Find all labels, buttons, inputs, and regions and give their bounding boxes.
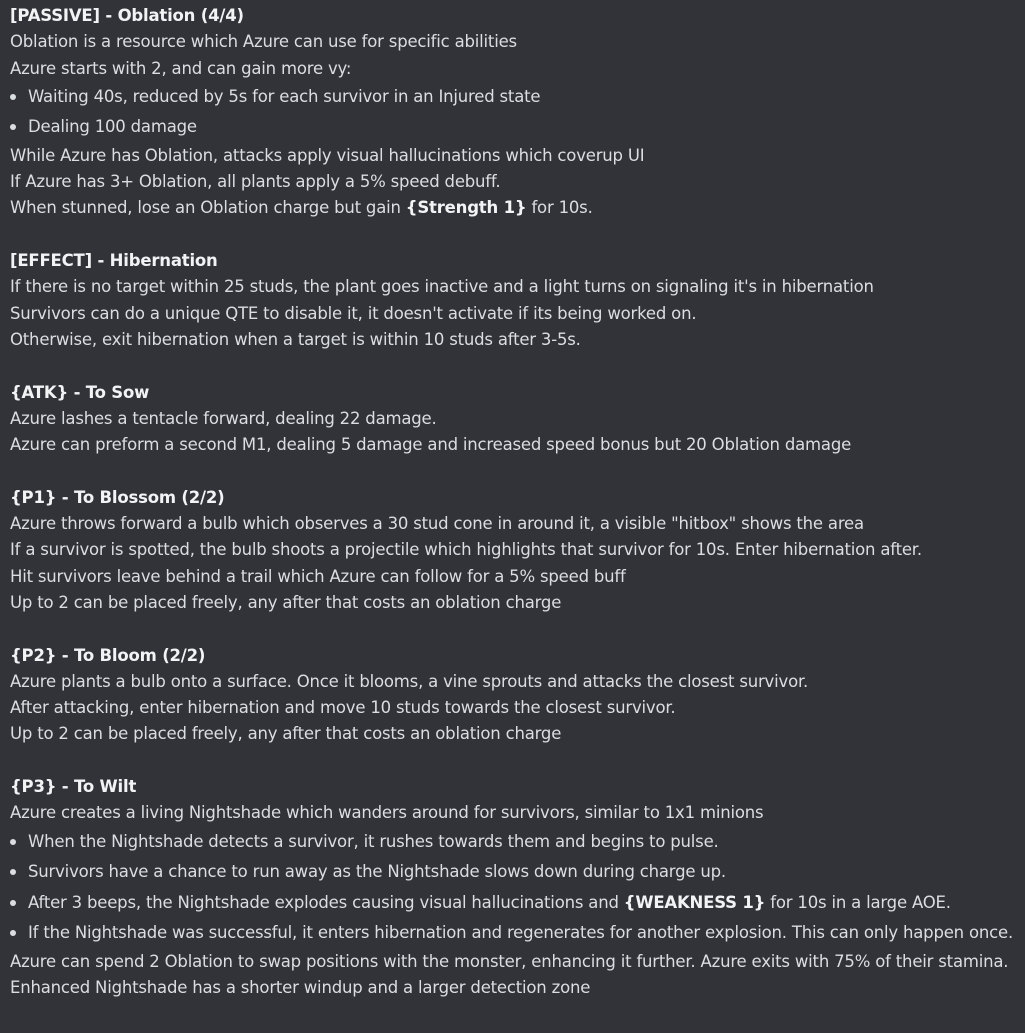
list-item xyxy=(10,82,1015,113)
list-item xyxy=(10,918,1015,949)
p2-text: Azure plants a bulb onto a surface. Once it blooms, a vine sprouts and attacks the closest survivor. xyxy=(10,671,809,691)
list-item-text: Dealing 100 damage xyxy=(28,117,197,137)
spacer xyxy=(10,353,1015,379)
p3-intro: Azure creates a living Nightshade which wanders around for survivors, similar to 1x1 minions xyxy=(10,803,764,823)
passive-text-4: If Azure has 3+ Oblation, all plants apply a 5% speed debuff. xyxy=(10,172,501,192)
effect-text: Survivors can do a unique QTE to disable it, it doesn't activate if its being worked on. xyxy=(10,303,697,323)
effect-text: If there is no target within 25 studs, the plant goes inactive and a light turns on signaling it's in hibernation xyxy=(10,277,874,297)
bullet3-post: for 10s in a large AOE. xyxy=(765,892,951,912)
p3-outro-2: Enhanced Nightshade has a shorter windup and a larger detection zone xyxy=(10,977,591,997)
p3-heading: {P3} - To Wilt xyxy=(10,777,137,797)
p1-text: If a survivor is spotted, the bulb shoots a projectile which highlights that survivor for 10s. Enter hibernation after. xyxy=(10,540,922,560)
p2-heading: {P2} - To Bloom (2/2) xyxy=(10,645,206,665)
spacer xyxy=(10,616,1015,642)
effect-text: Otherwise, exit hibernation when a target is within 10 studs after 3-5s. xyxy=(10,329,581,349)
p3-outro-1: Azure can spend 2 Oblation to swap positions with the monster, enhancing it further. Azure exits with 75% of their stamina. xyxy=(10,951,1009,971)
list-item xyxy=(10,827,1015,858)
atk-text: Azure can preform a second M1, dealing 5 damage and increased speed bonus but 20 Oblation damage xyxy=(10,435,852,455)
list-item xyxy=(10,888,1015,919)
spacer xyxy=(10,748,1015,774)
list-item xyxy=(10,857,1015,888)
list-item-text: If the Nightshade was successful, it enters hibernation and regenerates for another explosion. This can only happen once. xyxy=(28,923,1014,943)
p1-text: Up to 2 can be placed freely, any after that costs an oblation charge xyxy=(10,592,562,612)
bullet-icon xyxy=(10,930,16,936)
passive-text-5 xyxy=(10,195,1015,221)
list-item xyxy=(10,112,1015,143)
list-item-text: When the Nightshade detects a survivor, it rushes towards them and begins to pulse. xyxy=(28,831,719,851)
strength-keyword: {Strength 1} xyxy=(405,198,527,218)
p2-text: After attacking, enter hibernation and move 10 studs towards the closest survivor. xyxy=(10,698,676,718)
passive-text-5-pre: When stunned, lose an Oblation charge but gain xyxy=(10,198,406,218)
p1-text: Hit survivors leave behind a trail which Azure can follow for a 5% speed buff xyxy=(10,566,626,586)
p2-text: Up to 2 can be placed freely, any after that costs an oblation charge xyxy=(10,724,562,744)
passive-text-5-post: for 10s. xyxy=(526,198,593,218)
p1-heading: {P1} - To Blossom (2/2) xyxy=(10,487,225,507)
list-item-text: Survivors have a chance to run away as the Nightshade slows down during charge up. xyxy=(28,862,726,882)
passive-heading: [PASSIVE] - Oblation (4/4) xyxy=(10,6,244,25)
list-item-text xyxy=(28,893,951,912)
passive-text-2: Azure starts with 2, and can gain more vy: xyxy=(10,58,352,78)
weakness-keyword: {WEAKNESS 1} xyxy=(623,892,766,912)
spacer xyxy=(10,458,1015,484)
passive-text-3: While Azure has Oblation, attacks apply visual hallucinations which coverup UI xyxy=(10,145,645,165)
bullet-icon xyxy=(10,94,16,100)
spacer xyxy=(10,222,1015,248)
passive-text-1: Oblation is a resource which Azure can use for specific abilities xyxy=(10,32,517,52)
bullet3-pre: After 3 beeps, the Nightshade explodes causing visual hallucinations and xyxy=(28,892,624,912)
atk-text: Azure lashes a tentacle forward, dealing 22 damage. xyxy=(10,408,437,428)
bullet-icon xyxy=(10,869,16,875)
atk-heading: {ATK} - To Sow xyxy=(10,382,150,402)
list-item-text: Waiting 40s, reduced by 5s for each survivor in an Injured state xyxy=(28,86,541,106)
bullet-icon xyxy=(10,900,16,906)
effect-heading: [EFFECT] - Hibernation xyxy=(10,251,218,271)
p1-text: Azure throws forward a bulb which observes a 30 stud cone in around it, a visible "hitbox" shows the area xyxy=(10,514,864,534)
bullet-icon xyxy=(10,124,16,130)
bullet-icon xyxy=(10,839,16,845)
